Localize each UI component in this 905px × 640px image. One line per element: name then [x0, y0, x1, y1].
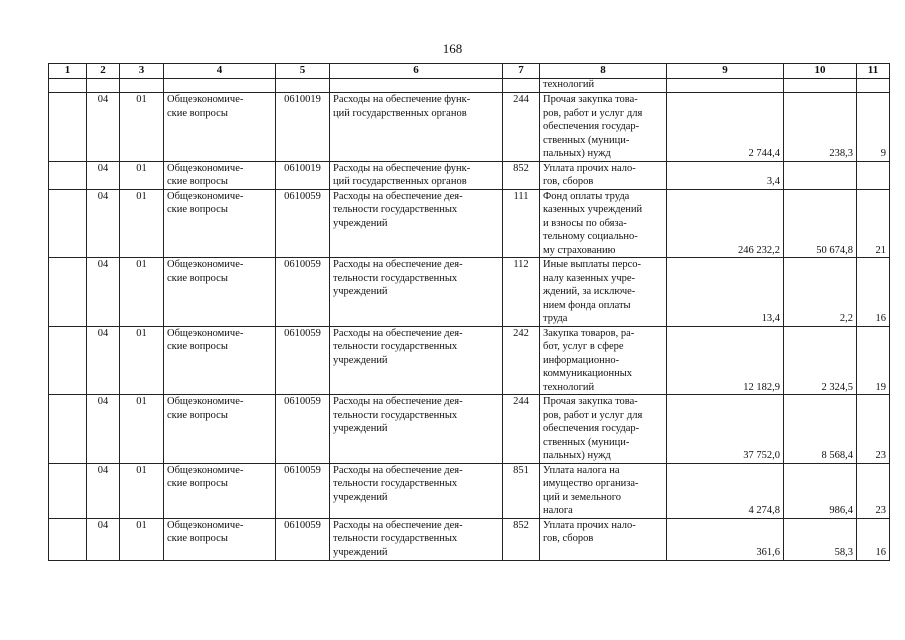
cell-approved-amount: 2 744,4: [667, 93, 784, 162]
column-header-4: 4: [164, 64, 276, 79]
cell-section-name: Общеэкономиче- ские вопросы: [164, 189, 276, 258]
cell-approved-amount: 13,4: [667, 258, 784, 327]
cell-col1: [49, 326, 87, 395]
cell-subsection: 01: [120, 189, 164, 258]
table-row: [49, 395, 890, 464]
cell-expense-type-name: Прочая закупка това- ров, работ и услуг для обеспечения государ- ственных (муници- пальных) нужд: [540, 395, 667, 464]
cell-subsection: 01: [120, 258, 164, 327]
cell-col1: [49, 463, 87, 518]
cell-expense-type: 851: [503, 463, 540, 518]
column-header-10: 10: [784, 64, 857, 79]
column-header-9: 9: [667, 64, 784, 79]
budget-table: [48, 63, 890, 561]
table-body: [49, 79, 890, 561]
cell-target-article: 0610059: [276, 518, 330, 560]
cell-approved-amount: 3,4: [667, 161, 784, 189]
cell-article-name: Расходы на обеспечение дея- тельности государственных учреждений: [330, 395, 503, 464]
cell-approved-amount: 246 232,2: [667, 189, 784, 258]
continuation-row: [49, 79, 890, 93]
cell-target-article: 0610019: [276, 93, 330, 162]
cell-col1: [49, 395, 87, 464]
column-header-1: 1: [49, 64, 87, 79]
cell-target-article: 0610059: [276, 189, 330, 258]
cell-section-name: Общеэкономиче- ские вопросы: [164, 326, 276, 395]
cell-executed-amount: [784, 161, 857, 189]
cell-percent: 21: [857, 189, 890, 258]
cell-percent: 16: [857, 518, 890, 560]
cell-target-article: 0610059: [276, 326, 330, 395]
column-header-5: 5: [276, 64, 330, 79]
cell-section-name: Общеэкономиче- ские вопросы: [164, 93, 276, 162]
cell-target-article: 0610059: [276, 258, 330, 327]
cell-article-name: Расходы на обеспечение дея- тельности государственных учреждений: [330, 463, 503, 518]
cell-executed-amount: 2,2: [784, 258, 857, 327]
column-header-3: 3: [120, 64, 164, 79]
cell-executed-amount: 58,3: [784, 518, 857, 560]
cell-approved-amount: 37 752,0: [667, 395, 784, 464]
column-header-8: 8: [540, 64, 667, 79]
cell-section: 04: [87, 93, 120, 162]
cell-approved-amount: 4 274,8: [667, 463, 784, 518]
cell-section-name: Общеэкономиче- ские вопросы: [164, 518, 276, 560]
column-header-11: 11: [857, 64, 890, 79]
cell-percent: 19: [857, 326, 890, 395]
cell-section: 04: [87, 161, 120, 189]
cell-executed-amount: 8 568,4: [784, 395, 857, 464]
table-row: [49, 258, 890, 327]
cell-percent: 9: [857, 93, 890, 162]
page-number: 168: [442, 41, 463, 56]
cell-executed-amount: 986,4: [784, 463, 857, 518]
cell-target-article: 0610019: [276, 161, 330, 189]
cell-section: 04: [87, 518, 120, 560]
cell-percent: [857, 161, 890, 189]
table-row: [49, 93, 890, 162]
cell-expense-type-name: Прочая закупка това- ров, работ и услуг для обеспечения государ- ственных (муници- пальных) нужд: [540, 93, 667, 162]
cell-executed-amount: 2 324,5: [784, 326, 857, 395]
cell-section-name: Общеэкономиче- ские вопросы: [164, 161, 276, 189]
cell-expense-type-name: Уплата налога на имущество организа- ций и земельного налога: [540, 463, 667, 518]
cell-expense-type: 852: [503, 518, 540, 560]
cell-article-name: Расходы на обеспечение дея- тельности государственных учреждений: [330, 258, 503, 327]
continuation-text: технологий: [540, 79, 667, 93]
cell-section-name: Общеэкономиче- ские вопросы: [164, 463, 276, 518]
cell-expense-type-name: Иные выплаты персо- налу казенных учре- ждений, за исключе- нием фонда оплаты труда: [540, 258, 667, 327]
cell-expense-type: 244: [503, 93, 540, 162]
cell-expense-type: 111: [503, 189, 540, 258]
cell-expense-type: 852: [503, 161, 540, 189]
cell-col1: [49, 161, 87, 189]
cell-expense-type: 112: [503, 258, 540, 327]
cell-expense-type: 244: [503, 395, 540, 464]
cell-section: 04: [87, 189, 120, 258]
cell-expense-type-name: Уплата прочих нало- гов, сборов: [540, 518, 667, 560]
cell-subsection: 01: [120, 463, 164, 518]
cell-section-name: Общеэкономиче- ские вопросы: [164, 395, 276, 464]
cell-approved-amount: 12 182,9: [667, 326, 784, 395]
table-header: [49, 64, 890, 79]
cell-article-name: Расходы на обеспечение дея- тельности государственных учреждений: [330, 189, 503, 258]
cell-target-article: 0610059: [276, 463, 330, 518]
table-row: [49, 518, 890, 560]
cell-section: 04: [87, 463, 120, 518]
cell-section: 04: [87, 258, 120, 327]
table-row: [49, 326, 890, 395]
cell-executed-amount: 238,3: [784, 93, 857, 162]
table-row: [49, 189, 890, 258]
cell-subsection: 01: [120, 161, 164, 189]
cell-col1: [49, 518, 87, 560]
cell-percent: 16: [857, 258, 890, 327]
cell-expense-type-name: Уплата прочих нало- гов, сборов: [540, 161, 667, 189]
cell-expense-type-name: Закупка товаров, ра- бот, услуг в сфере информационно- коммуникационных технологий: [540, 326, 667, 395]
cell-section-name: Общеэкономиче- ские вопросы: [164, 258, 276, 327]
cell-subsection: 01: [120, 93, 164, 162]
table-row: [49, 161, 890, 189]
cell-percent: 23: [857, 463, 890, 518]
cell-article-name: Расходы на обеспечение функ- ций государственных органов: [330, 161, 503, 189]
cell-subsection: 01: [120, 518, 164, 560]
cell-subsection: 01: [120, 395, 164, 464]
cell-approved-amount: 361,6: [667, 518, 784, 560]
cell-col1: [49, 189, 87, 258]
cell-col1: [49, 93, 87, 162]
cell-section: 04: [87, 326, 120, 395]
cell-percent: 23: [857, 395, 890, 464]
cell-article-name: Расходы на обеспечение функ- ций государственных органов: [330, 93, 503, 162]
cell-section: 04: [87, 395, 120, 464]
cell-article-name: Расходы на обеспечение дея- тельности государственных учреждений: [330, 518, 503, 560]
cell-subsection: 01: [120, 326, 164, 395]
cell-article-name: Расходы на обеспечение дея- тельности государственных учреждений: [330, 326, 503, 395]
cell-executed-amount: 50 674,8: [784, 189, 857, 258]
cell-target-article: 0610059: [276, 395, 330, 464]
cell-expense-type: 242: [503, 326, 540, 395]
table-row: [49, 463, 890, 518]
column-header-6: 6: [330, 64, 503, 79]
column-header-7: 7: [503, 64, 540, 79]
cell-expense-type-name: Фонд оплаты труда казенных учреждений и взносы по обяза- тельному социально- му страхованию: [540, 189, 667, 258]
column-header-2: 2: [87, 64, 120, 79]
cell-col1: [49, 258, 87, 327]
